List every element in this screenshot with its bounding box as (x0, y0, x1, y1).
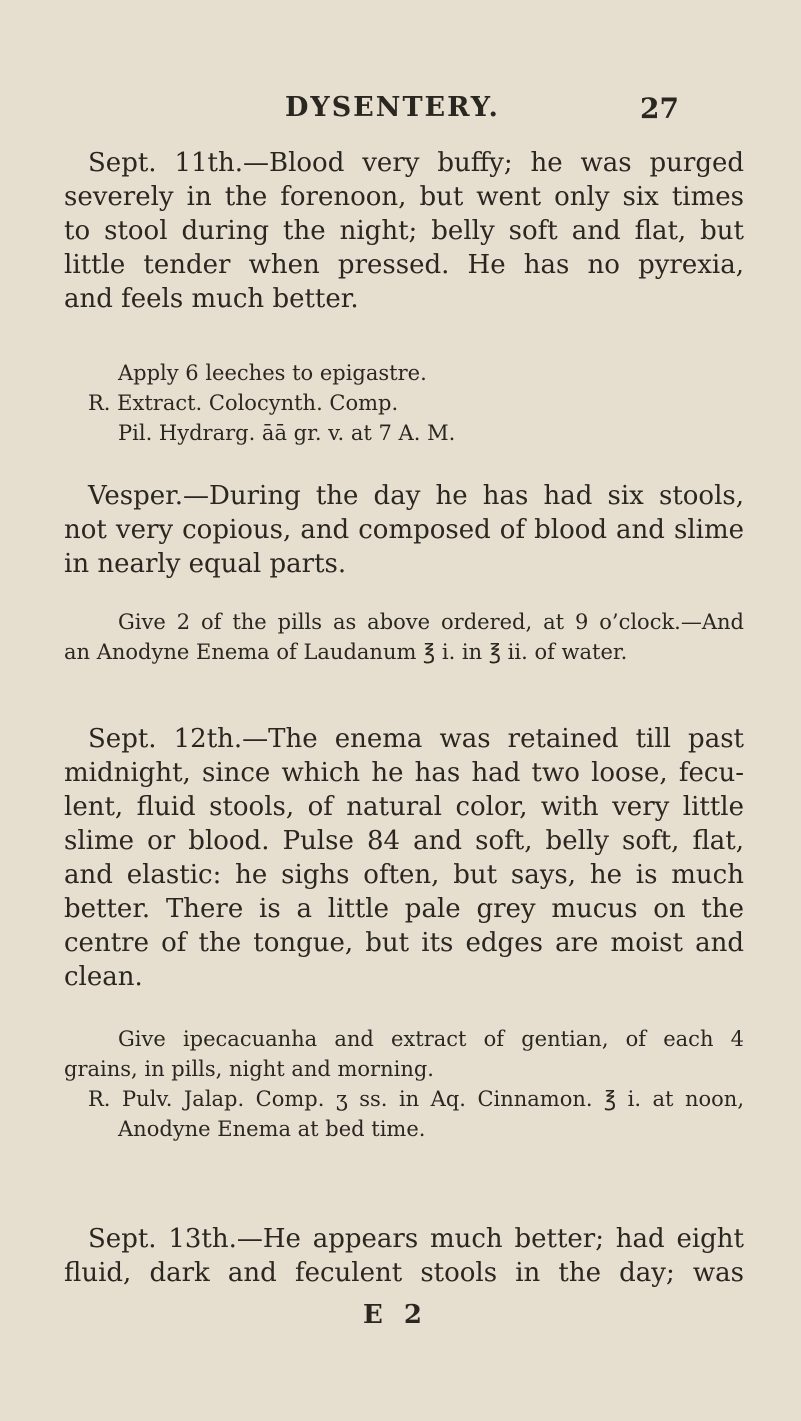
text-line: in nearly equal parts. (64, 549, 347, 579)
text-line: Sept. 13th.—He appears much better; had eight (88, 1224, 744, 1254)
text-line: lent, fluid stools, of natural color, with very little (64, 792, 744, 822)
text-line: midnight, since which he has had two loose, fecu- (64, 758, 744, 788)
text-line: centre of the tongue, but its edges are moist and (64, 928, 744, 958)
rx-line: Anodyne Enema at bed time. (118, 1117, 426, 1141)
prescription-2 (64, 607, 744, 667)
entry-sept-12 (64, 722, 744, 994)
text-line: to stool during the night; belly soft and flat, but (64, 216, 744, 246)
text-line: little tender when pressed. He has no pyrexia, (64, 250, 744, 280)
text-line: clean. (64, 962, 143, 992)
signature-mark: E 2 (363, 1300, 428, 1330)
entry-vesper (64, 479, 744, 581)
text-line: and elastic: he sighs often, but says, he is much (64, 860, 744, 890)
running-head (0, 92, 801, 132)
rx-line: Pil. Hydrarg. āā gr. v. at 7 A. M. (118, 421, 456, 445)
prescription-1 (88, 358, 688, 448)
text-line: not very copious, and composed of blood and slime (64, 515, 744, 545)
text-line: and feels much better. (64, 284, 359, 314)
entry-sept-11 (64, 146, 744, 316)
entry-sept-13 (64, 1222, 744, 1290)
text-line: Vesper.—During the day he has had six stools, (88, 481, 744, 511)
rx-line: Give ipecacuanha and extract of gentian, of each 4 (118, 1027, 744, 1051)
rx-line: Give 2 of the pills as above ordered, at 9 o’clock.—And (118, 610, 744, 634)
prescription-3 (64, 1024, 744, 1144)
rx-line: R. Pulv. Jalap. Comp. ʒ ss. in Aq. Cinnamon. ℥ i. at noon, (88, 1087, 744, 1111)
text-line: slime or blood. Pulse 84 and soft, belly soft, flat, (64, 826, 744, 856)
text-line: severely in the forenoon, but went only six times (64, 182, 744, 212)
rx-line: Apply 6 leeches to epigastre. (118, 361, 427, 385)
text-line: better. There is a little pale grey mucus on the (64, 894, 744, 924)
text-line: Sept. 12th.—The enema was retained till past (88, 724, 744, 754)
rx-line: grains, in pills, night and morning. (64, 1057, 434, 1081)
text-line: Sept. 11th.—Blood very buffy; he was purged (88, 148, 744, 178)
page-number: 27 (640, 92, 679, 125)
rx-line: R. Extract. Colocynth. Comp. (88, 391, 399, 415)
running-title: DYSENTERY. (285, 92, 500, 123)
text-line: fluid, dark and feculent stools in the day; was (64, 1258, 744, 1288)
rx-line: an Anodyne Enema of Laudanum ℥ i. in ℥ ii. of water. (64, 640, 628, 664)
